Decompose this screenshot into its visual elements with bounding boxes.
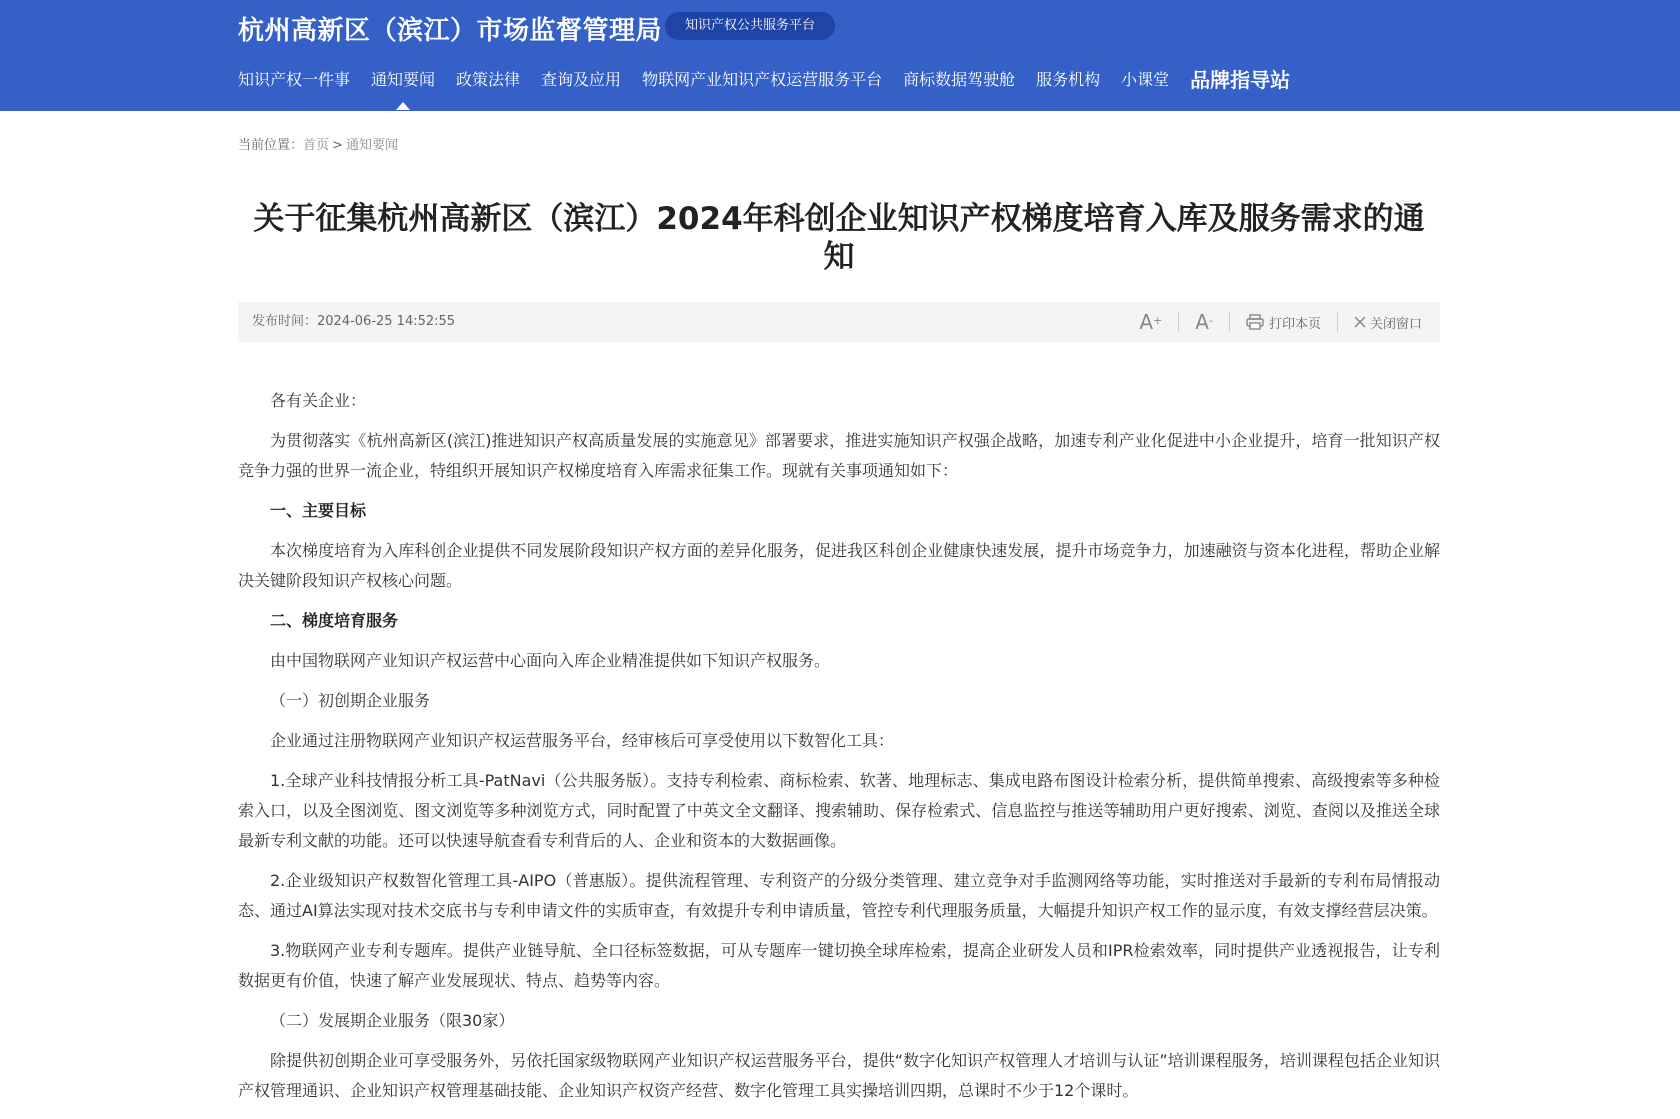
breadcrumb <box>238 134 398 153</box>
section-heading: 二、梯度培育服务 <box>270 611 399 630</box>
article-paragraph: 1.全球产业科技情报分析工具-PatNavi（公共服务版）。支持专利检索、商标检索、软著、地理标志、集成电路布图设计检索分析，提供简单搜索、高级搜索等多种检索入口，以及全图浏览、图文浏览等多种浏览方式，同时配置了中英文全文翻译、搜索辅助、保存检索式、信息监控与推送等辅助用户更好搜索、浏览、查阅以及推送全球最新专利文献的功能。还可以快速导航查看专利背后的人、企业和资本的大数据画像。 <box>238 771 1440 850</box>
section-heading: 一、主要目标 <box>270 501 367 520</box>
article-paragraph: （一）初创期企业服务 <box>270 691 431 710</box>
breadcrumb-separator: > <box>332 138 343 153</box>
publish-time: 发布时间：2024-06-25 14:52:55 <box>252 314 456 329</box>
breadcrumb-current-link[interactable]: 通知要闻 <box>345 138 398 153</box>
close-icon <box>1354 316 1366 328</box>
breadcrumb-home-link[interactable]: 首页 <box>303 138 330 153</box>
font-increase-button[interactable] <box>1139 310 1162 334</box>
printer-icon <box>1246 314 1264 330</box>
print-button[interactable] <box>1246 313 1321 332</box>
article-paragraph: （二）发展期企业服务（限30家） <box>270 1011 515 1030</box>
article-title: 关于征集杭州高新区（滨江）2024年科创企业知识产权梯度培育入库及服务需求的通知 <box>253 201 1425 275</box>
article-paragraph: 企业通过注册物联网产业知识产权运营服务平台，经审核后可享受使用以下数智化工具： <box>270 731 895 750</box>
article-tools <box>1139 302 1422 342</box>
article-info-bar <box>238 302 1440 342</box>
font-decrease-icon: A <box>1195 310 1209 334</box>
nav-item[interactable]: 服务机构 <box>1036 70 1101 89</box>
tool-divider <box>1178 312 1179 332</box>
font-decrease-button[interactable] <box>1195 310 1213 334</box>
article-paragraph: 各有关企业： <box>270 391 367 410</box>
close-window-button[interactable] <box>1354 313 1422 332</box>
site-title[interactable]: 杭州高新区（滨江）市场监督管理局 <box>238 16 663 46</box>
print-label: 打印本页 <box>1268 316 1321 332</box>
tool-divider <box>1229 312 1230 332</box>
platform-badge[interactable]: 知识产权公共服务平台 <box>665 12 835 40</box>
breadcrumb-label: 当前位置： <box>238 138 304 153</box>
nav-item[interactable]: 物联网产业知识产权运营服务平台 <box>642 70 883 89</box>
nav-item[interactable]: 通知要闻 <box>371 58 435 102</box>
font-decrease-minus: - <box>1208 313 1213 327</box>
nav-item[interactable]: 品牌指导站 <box>1190 68 1291 92</box>
main-nav <box>238 58 1311 111</box>
font-increase-plus: + <box>1153 313 1163 327</box>
nav-item[interactable]: 查询及应用 <box>541 70 622 89</box>
article-content <box>238 386 1440 1116</box>
article-paragraph: 为贯彻落实《杭州高新区(滨江)推进知识产权高质量发展的实施意见》部署要求，推进实施知识产权强企战略，加速专利产业化促进中小企业提升，培育一批知识产权竞争力强的世界一流企业，特组织开展知识产权梯度培育入库需求征集工作。现就有关事项通知如下： <box>238 431 1440 480</box>
article-paragraph: 除提供初创期企业可享受服务外，另依托国家级物联网产业知识产权运营服务平台，提供“数字化知识产权管理人才培训与认证”培训课程服务，培训课程包括企业知识产权管理通识、企业知识产权管理基础技能、企业知识产权资产经营、数字化管理工具实操培训四期，总课时不少于12个课时。 <box>238 1051 1440 1100</box>
nav-item[interactable]: 小课堂 <box>1121 70 1170 89</box>
nav-item[interactable]: 知识产权一件事 <box>238 70 351 89</box>
nav-item[interactable]: 商标数据驾驶舱 <box>903 70 1016 89</box>
font-increase-icon: A <box>1139 310 1154 334</box>
site-header <box>0 0 1680 111</box>
article-paragraph: 由中国物联网产业知识产权运营中心面向入库企业精准提供如下知识产权服务。 <box>270 651 831 670</box>
tool-divider <box>1337 312 1338 332</box>
close-label: 关闭窗口 <box>1369 316 1422 332</box>
nav-item[interactable]: 政策法律 <box>456 70 521 89</box>
article-paragraph: 3.物联网产业专利专题库。提供产业链导航、全口径标签数据，可从专题库一键切换全球库检索，提高企业研发人员和IPR检索效率，同时提供产业透视报告，让专利数据更有价值，快速了解产业发展现状、特点、趋势等内容。 <box>238 941 1440 990</box>
article-paragraph: 本次梯度培育为入库科创企业提供不同发展阶段知识产权方面的差异化服务，促进我区科创企业健康快速发展，提升市场竞争力，加速融资与资本化进程，帮助企业解决关键阶段知识产权核心问题。 <box>238 541 1440 590</box>
article-paragraph: 2.企业级知识产权数智化管理工具-AIPO（普惠版）。提供流程管理、专利资产的分级分类管理、建立竞争对手监测网络等功能，实时推送对手最新的专利布局情报动态、通过AI算法实现对技术交底书与专利申请文件的实质审查，有效提升专利申请质量，管控专利代理服务质量，大幅提升知识产权工作的显示度，有效支撑经营层决策。 <box>238 871 1440 920</box>
